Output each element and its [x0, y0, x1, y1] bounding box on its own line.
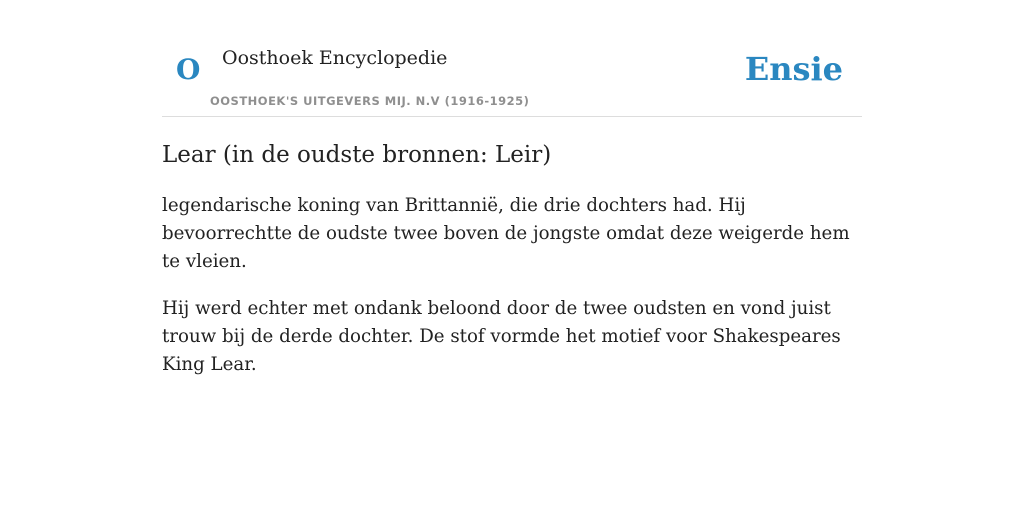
ensie-logo-link[interactable]: Ensie [744, 50, 843, 88]
logo-mark[interactable]: O [176, 53, 201, 86]
article-paragraph: Hij werd echter met ondank beloond door de twee oudsten en vond juist trouw bij de derde dochter. De stof vormde het motief voor Shakespeares King Lear. [162, 298, 841, 375]
site-title[interactable]: Oosthoek Encyclopedie [222, 47, 448, 69]
publisher-subtitle: OOSTHOEK'S UITGEVERS MIJ. N.V (1916-1925) [210, 94, 530, 108]
article-body [162, 192, 862, 398]
page [162, 0, 862, 512]
article-paragraph: legendarische koning van Brittannië, die drie dochters had. Hij bevoorrechtte de oudste twee boven de jongste omdat deze weigerde hem te vleien. [162, 195, 850, 272]
article-title: Lear (in de oudste bronnen: Leir) [162, 142, 552, 168]
header [162, 0, 862, 117]
